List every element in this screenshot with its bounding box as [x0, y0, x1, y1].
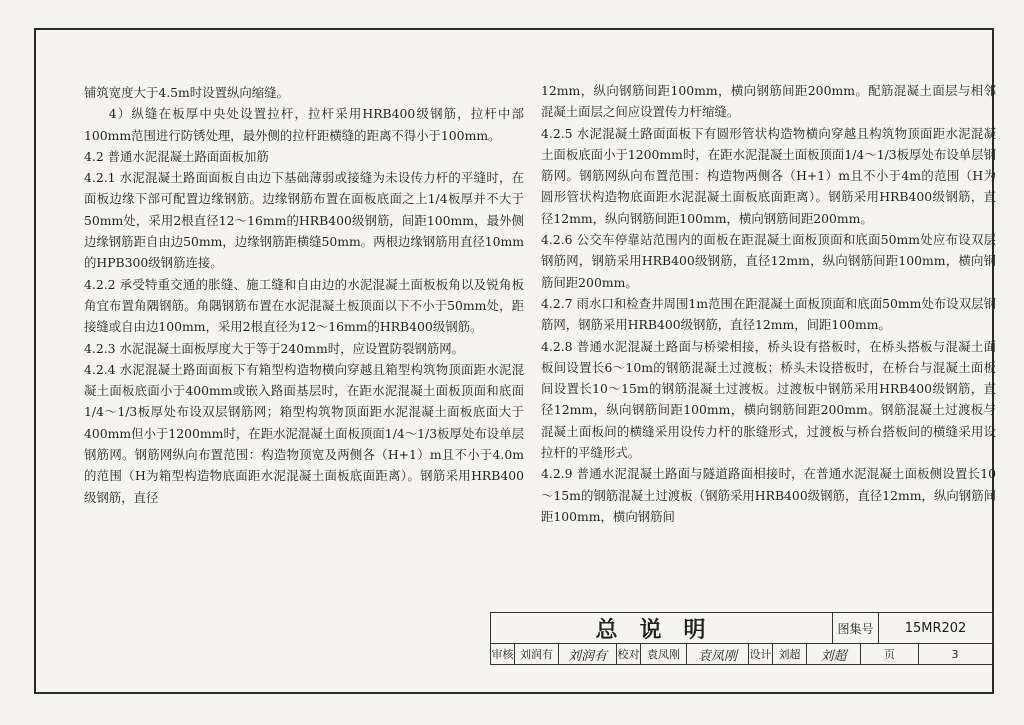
drawing-sheet: [34, 28, 994, 694]
design-signature: 刘超: [807, 644, 861, 664]
paragraph: 铺筑宽度大于4.5m时设置纵向缩缝。: [84, 85, 289, 100]
review-name: 刘润有: [515, 644, 559, 664]
drawing-title: 总说明: [491, 613, 833, 644]
check-name: 袁凤刚: [641, 644, 687, 664]
paragraph: 4.2.3 水泥混凝土面板厚度大于等于240mm时，应设置防裂钢筋网。: [84, 340, 464, 356]
right-text-column: [541, 80, 996, 527]
atlas-label: 图集号: [833, 613, 879, 644]
review-signature: 刘润有: [559, 644, 617, 664]
left-text-column: [84, 82, 524, 508]
title-block-top-row: [490, 612, 992, 643]
paragraph: 4.2.2 承受特重交通的胀缝、施工缝和自由边的水泥混凝土面板板角以及锐角板角宜布置角隅钢筋。角隅钢筋布置在水泥混凝土板顶面以下不小于50mm处，距接缝或自由边100mm，采用2根直径为12～16mm的HRB400级钢筋。: [84, 276, 524, 335]
paragraph: 4.2.5 水泥混凝土路面面板下有圆形管状构造物横向穿越且构筑物顶面距水泥混凝土面板底面小于1200mm时，在距水泥混凝土面板顶面1/4～1/3板厚处布设单层钢筋网。钢筋网纵向布置范围：构造物两侧各（H+1）m且不小于4m的范围（H为圆形管状构造物底面距水泥混凝土面板底面距离）。钢筋采用HRB400级钢筋，直径12mm，纵向钢筋间距100mm，横向钢筋间距200mm。: [541, 125, 996, 226]
paragraph: 4.2.7 雨水口和检查井周围1m范围在距混凝土面板顶面和底面50mm处布设双层钢筋网，钢筋采用HRB400级钢筋，直径12mm，间距100mm。: [541, 295, 996, 333]
check-signature: 袁凤刚: [687, 644, 749, 664]
paragraph: 4.2.9 普通水泥混凝土路面与隧道路面相接时，在普通水泥混凝土面板侧设置长10～15m的钢筋混凝土过渡板（钢筋采用HRB400级钢筋，直径12mm，纵向钢筋间距100mm，横向钢筋间: [541, 466, 996, 524]
title-block: [490, 612, 992, 692]
paragraph: 12mm，纵向钢筋间距100mm，横向钢筋间距200mm。配筋混凝土面层与相邻混凝土面层之间应设置传力杆缩缝。: [541, 83, 996, 120]
design-name: 刘超: [773, 644, 807, 664]
paragraph: 4.2.1 水泥混凝土路面面板自由边下基础薄弱或接缝为未设传力杆的平缝时，在面板边缘下部可配置边缘钢筋。边缘钢筋布置在面板底面之上1/4板厚并不大于50mm处，采用2根直径12～16mm的HRB400级钢筋，间距100mm，最外侧边缘钢筋距自由边50mm，边缘钢筋距横缝50mm。两根边缘钢筋用直径10mm的HPB300级钢筋连接。: [84, 170, 524, 271]
section-heading: 4.2 普通水泥混凝土路面面板加筋: [84, 148, 269, 164]
paragraph: 4.2.6 公交车停靠站范围内的面板在距混凝土面板顶面和底面50mm处应布设双层钢筋网，钢筋采用HRB400级钢筋，直径12mm，纵向钢筋间距100mm，横向钢筋间距200mm。: [541, 232, 996, 290]
atlas-number: 15MR202: [879, 613, 993, 644]
paragraph: 4.2.4 水泥混凝土路面面板下有箱型构造物横向穿越且箱型构筑物顶面距水泥混凝土面板底面小于400mm或嵌入路面基层时，在距水泥混凝土面板顶面和底面1/4～1/3板厚处布设双层钢筋网；箱型构筑物顶面距水泥混凝土面板底面大于400mm但小于1200mm时，在距水泥混凝土面板顶面1/4～1/3板厚处布设单层钢筋网。钢筋网纵向布置范围：构造物顶宽及两侧各（H+1）m且不小于4.0m的范围（H为箱型构造物底面距水泥混凝土面板底面距离）。钢筋采用HRB400级钢筋，直径: [84, 361, 524, 505]
check-label: 校对: [617, 644, 641, 664]
review-label: 审核: [491, 644, 515, 664]
paragraph: 4.2.8 普通水泥混凝土路面与桥梁相接，桥头设有搭板时，在桥头搭板与混凝土面板间设置长6～10m的钢筋混凝土过渡板；桥头未设搭板时，在桥台与混凝土面板间设置长10～15m的钢筋混凝土过渡板。过渡板中钢筋采用HRB400级钢筋，直径12mm，纵向钢筋间距100mm，横向钢筋间距200mm。钢筋混凝土过渡板与混凝土面板间的横缝采用设传力杆的胀缝形式，过渡板与桥台搭板间的横缝采用设拉杆的平缝形式。: [541, 338, 996, 461]
page-label: 页: [861, 644, 919, 664]
title-block-signature-row: [490, 643, 992, 665]
page-number: 3: [951, 647, 959, 661]
paragraph: 4）纵缝在板厚中央处设置拉杆，拉杆采用HRB400级钢筋，拉杆中部100mm范围进行防锈处理，最外侧的拉杆距横缝的距离不得小于100mm。: [84, 106, 524, 143]
design-label: 设计: [749, 644, 773, 664]
